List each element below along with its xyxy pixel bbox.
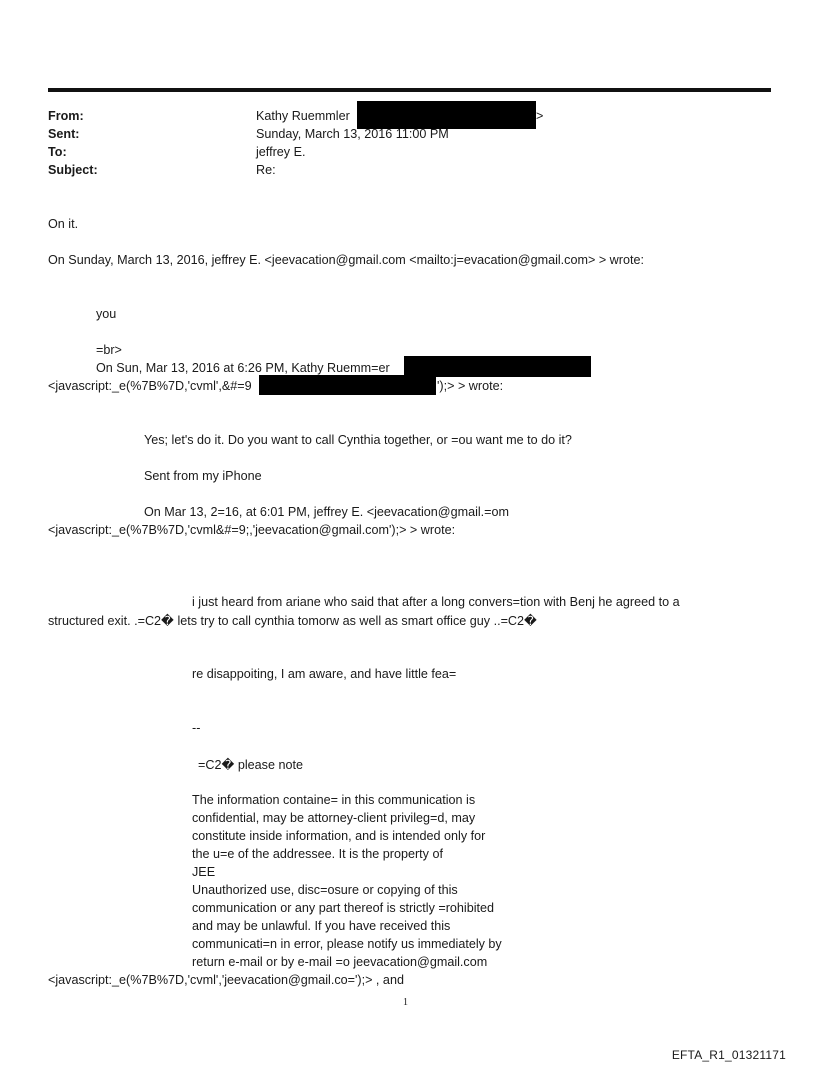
quote3-intro-line2: <javascript:_e(%7B%7D,'cvml&#=9;,'jeevacation@gmail.com');> > wrote: bbox=[48, 523, 456, 537]
disclaimer-line: return e-mail or by e-mail =o jeevacation@gmail.com bbox=[192, 955, 488, 969]
disclaimer-line: and may be unlawful. If you have received this bbox=[192, 919, 451, 933]
disclaimer-line: communication or any part thereof is strictly =rohibited bbox=[192, 901, 495, 915]
disclaimer-line: JEE bbox=[192, 865, 216, 879]
from-value: Kathy Ruemmler bbox=[256, 109, 350, 123]
quote3-para1-line2: structured exit. .=C2� lets try to call cynthia tomorw as well as smart office guy ..=C2� bbox=[48, 614, 537, 628]
to-label: To: bbox=[48, 145, 67, 159]
quote1-intro: On Sunday, March 13, 2016, jeffrey E. <jeevacation@gmail.com <mailto:j=evacation@gmail.com> > wrote: bbox=[48, 253, 644, 267]
quote2-intro-line2b: ');> > wrote: bbox=[437, 379, 504, 393]
subject-label: Subject: bbox=[48, 163, 98, 177]
quote1-you: you bbox=[96, 307, 117, 321]
signature-dashes: -- bbox=[192, 721, 201, 735]
sent-label: Sent: bbox=[48, 127, 80, 141]
disclaimer-line: constitute inside information, and is intended only for bbox=[192, 829, 486, 843]
quote2-sent-from: Sent from my iPhone bbox=[144, 469, 262, 483]
quote1-br: =br> bbox=[96, 343, 122, 357]
disclaimer-line: confidential, may be attorney-client privileg=d, may bbox=[192, 811, 476, 825]
from-label: From: bbox=[48, 109, 84, 123]
disclaimer-line: the u=e of the addressee. It is the property of bbox=[192, 847, 443, 861]
disclaimer-last-line: <javascript:_e(%7B%7D,'cvml','jeevacation@gmail.co=');> , and bbox=[48, 973, 404, 987]
redaction-from-email bbox=[357, 101, 536, 129]
redaction-kathy-email-2 bbox=[259, 375, 436, 395]
quote2-text: Yes; let's do it. Do you want to call Cynthia together, or =ou want me to do it? bbox=[144, 433, 572, 447]
header-rule bbox=[48, 88, 771, 92]
quote3-para2: re disappoiting, I am aware, and have little fea= bbox=[192, 667, 457, 681]
from-tail: > bbox=[536, 109, 544, 123]
disclaimer-line: The information containe= in this communication is bbox=[192, 793, 476, 807]
redaction-kathy-email bbox=[404, 356, 591, 377]
to-value: jeffrey E. bbox=[256, 145, 306, 159]
quote3-intro-line1: On Mar 13, 2=16, at 6:01 PM, jeffrey E. <jeevacation@gmail.=om bbox=[144, 505, 510, 519]
page-number: 1 bbox=[403, 997, 408, 1008]
quote2-intro-line2a: <javascript:_e(%7B%7D,'cvml',&#=9 bbox=[48, 379, 252, 393]
disclaimer-line: communicati=n in error, please notify us immediately by bbox=[192, 937, 502, 951]
reply-text: On it. bbox=[48, 217, 79, 231]
please-note: =C2� please note bbox=[198, 758, 303, 772]
quote2-intro-line1: On Sun, Mar 13, 2016 at 6:26 PM, Kathy Ruemm=er bbox=[96, 361, 390, 375]
document-id: EFTA_R1_01321171 bbox=[671, 1048, 786, 1062]
disclaimer-line: Unauthorized use, disc=osure or copying of this bbox=[192, 883, 458, 897]
quote3-para1-line1: i just heard from ariane who said that after a long convers=tion with Benj he agreed to a bbox=[192, 595, 680, 609]
sent-value: Sunday, March 13, 2016 11:00 PM bbox=[256, 127, 449, 141]
subject-value: Re: bbox=[256, 163, 276, 177]
